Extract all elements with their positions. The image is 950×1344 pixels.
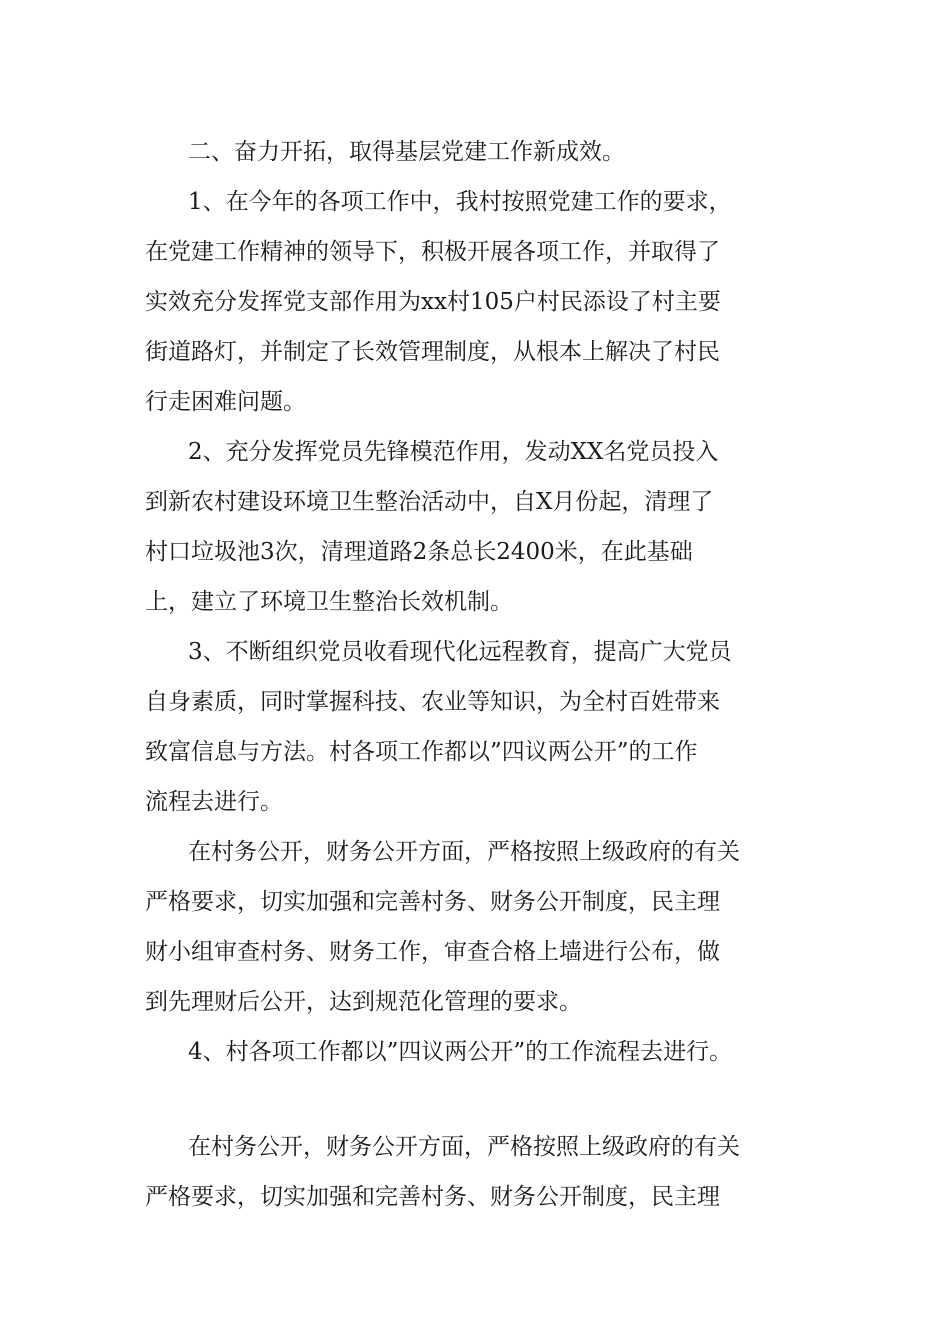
paragraph-line: 在党建工作精神的领导下，积极开展各项工作，并取得了 [145,239,720,265]
paragraph-line: 致富信息与方法。村各项工作都以”四议两公开”的工作 [145,739,698,765]
section-heading: 二、奋力开拓，取得基层党建工作新成效。 [188,139,625,165]
paragraph-line: 3、不断组织党员收看现代化远程教育，提高广大党员 [188,639,732,665]
paragraph-line: 自身素质，同时掌握科技、农业等知识，为全村百姓带来 [145,689,720,715]
paragraph-line: 村口垃圾池3次，清理道路2条总长2400米，在此基础 [145,539,693,565]
paragraph-line: 严格要求，切实加强和完善村务、财务公开制度，民主理 [145,1184,720,1210]
paragraph-line: 财小组审查村务、财务工作，审查合格上墙进行公布，做 [145,939,720,965]
paragraph-line: 在村务公开，财务公开方面，严格按照上级政府的有关 [188,1134,740,1160]
paragraph-line: 1、在今年的各项工作中，我村按照党建工作的要求， [188,189,732,215]
paragraph-line: 流程去进行。 [145,789,283,815]
paragraph-line: 到新农村建设环境卫生整治活动中，自X月份起，清理了 [145,489,714,515]
paragraph-line: 街道路灯，并制定了长效管理制度，从根本上解决了村民 [145,339,720,365]
paragraph-line: 严格要求，切实加强和完善村务、财务公开制度，民主理 [145,889,720,915]
paragraph-line: 实效充分发挥党支部作用为xx村105户村民添设了村主要 [145,289,721,315]
paragraph-line: 4、村各项工作都以”四议两公开”的工作流程去进行。 [188,1039,733,1065]
paragraph-line: 行走困难问题。 [145,389,306,415]
paragraph-line: 到先理财后公开，达到规范化管理的要求。 [145,989,582,1015]
paragraph-line: 2、充分发挥党员先锋模范作用，发动XX名党员投入 [188,439,719,465]
paragraph-line: 上，建立了环境卫生整治长效机制。 [145,589,513,615]
paragraph-line: 在村务公开，财务公开方面，严格按照上级政府的有关 [188,839,740,865]
